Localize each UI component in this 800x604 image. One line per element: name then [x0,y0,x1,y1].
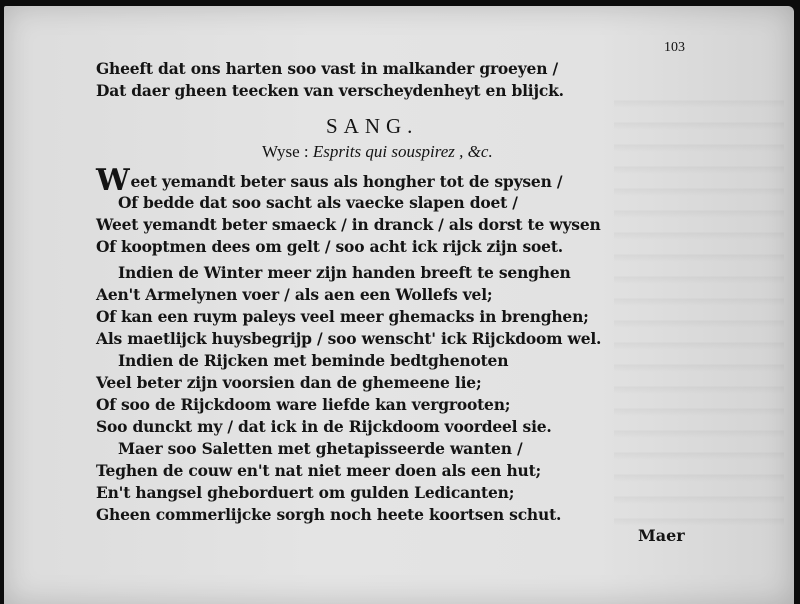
text-line: En't hangsel gheborduert om gulden Ledicanten; [96,483,515,502]
text-line: Teghen de couw en't nat niet meer doen als een hut; [96,461,542,480]
stanza-4 [96,438,561,526]
text-line: Of soo de Rijckdoom ware liefde kan vergrooten; [96,395,511,414]
text-line: Gheeft dat ons harten soo vast in malkander groeyen / [96,59,558,78]
text-line: Dat daer gheen teecken van verscheydenheyt en blijck. [96,81,564,100]
text-line: Indien de Winter meer zijn handen breeft te senghen [118,263,571,282]
line-text: eet yemandt beter saus als hongher tot de spysen / [130,172,563,191]
page-number: 103 [664,40,685,55]
text-line [96,163,601,198]
text-line: Soo dunckt my / dat ick in de Rijckdoom voordeel sie. [96,417,552,436]
tune-name: Esprits qui souspirez , &c. [312,142,493,161]
book-page [4,6,794,604]
drop-cap: W [96,163,130,198]
stanza-3 [96,350,552,438]
song-title: SANG. [326,114,419,138]
text-line: Gheen commerlijcke sorgh noch heete koortsen schut. [96,505,562,524]
text-line: Aen't Armelynen voer / als aen een Wollefs vel; [96,285,493,304]
stanza-2 [96,262,601,350]
tune-prefix: Wyse : [262,142,309,161]
text-line: Indien de Rijcken met beminde bedtghenoten [118,351,509,370]
show-through-text [614,86,784,526]
text-line: Of kan een ruym paleys veel meer ghemacks in brenghen; [96,307,589,326]
catchword: Maer [638,526,685,545]
text-line: Weet yemandt beter smaeck / in dranck / als dorst te wysen [96,215,601,234]
stanza-1 [96,163,601,258]
text-line: Als maetlijck huysbegrijp / soo wenscht' ick Rijckdoom wel. [96,329,602,348]
text-line: Veel beter zijn voorsien dan de ghemeene lie; [96,373,482,392]
text-line: Of kooptmen dees om gelt / soo acht ick rijck zijn soet. [96,237,563,256]
opening-lines [96,58,564,102]
text-line: Of bedde dat soo sacht als vaecke slapen doet / [118,193,518,212]
tune-line [262,142,493,162]
text-line: Maer soo Saletten met ghetapisseerde wanten / [118,439,523,458]
